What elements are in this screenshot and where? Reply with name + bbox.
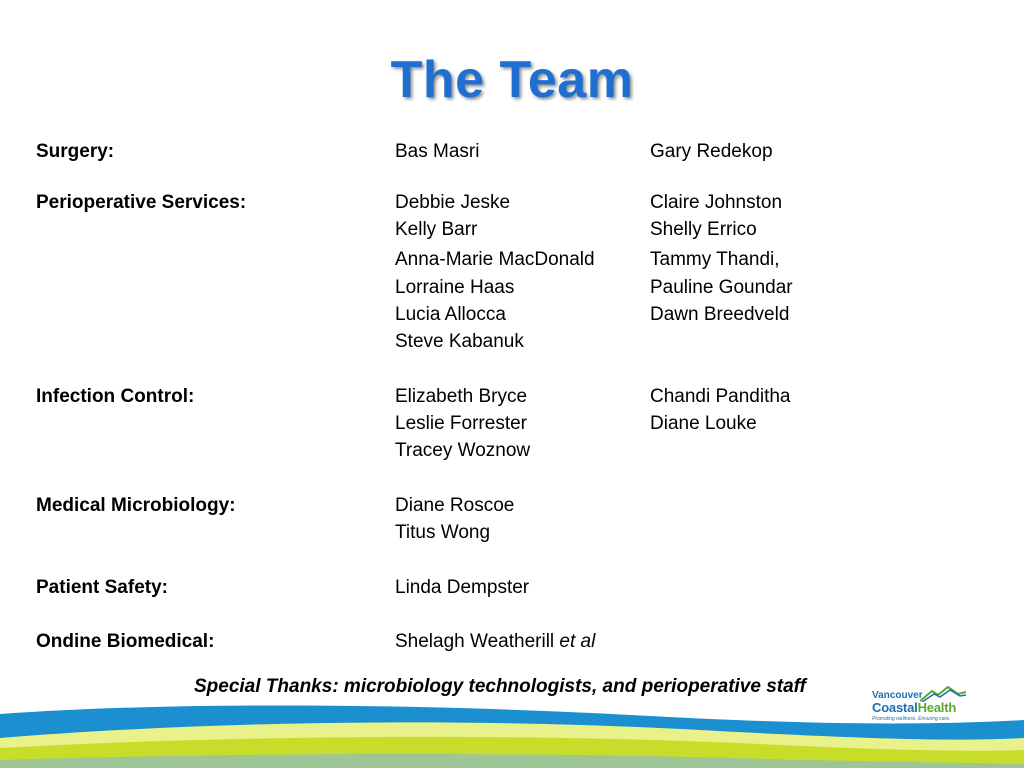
vancouver-coastal-health-logo bbox=[868, 686, 968, 726]
team-member: Pauline Goundar bbox=[650, 277, 793, 298]
team-member: Dawn Breedveld bbox=[650, 304, 790, 325]
team-member bbox=[395, 628, 595, 655]
team-member: Elizabeth Bryce bbox=[395, 386, 528, 407]
team-member: Debbie Jeske bbox=[395, 192, 511, 213]
team-member: Linda Dempster bbox=[395, 577, 530, 598]
team-member-name: Shelagh Weatherill bbox=[395, 631, 555, 652]
slide-title: The Team bbox=[390, 51, 634, 109]
section-label-medical-microbiology: Medical Microbiology: bbox=[36, 495, 236, 516]
team-member: Chandi Panditha bbox=[650, 386, 791, 407]
logo-tagline: Promoting wellness. Ensuring care. bbox=[872, 716, 951, 722]
logo-coastal: Coastal bbox=[872, 700, 918, 715]
section-label-perioperative: Perioperative Services: bbox=[36, 192, 247, 213]
logo-health: Health bbox=[917, 700, 957, 715]
team-member: Steve Kabanuk bbox=[395, 331, 524, 352]
team-member: Anna-Marie MacDonald bbox=[395, 249, 595, 270]
team-member: Lucia Allocca bbox=[395, 304, 506, 325]
et-al-suffix: et al bbox=[559, 631, 596, 652]
team-member: Diane Louke bbox=[650, 413, 757, 434]
section-label-patient-safety: Patient Safety: bbox=[36, 577, 168, 598]
logo-line1: Vancouver bbox=[872, 690, 923, 701]
section-label-ondine-biomedical: Ondine Biomedical: bbox=[36, 631, 215, 652]
team-member: Leslie Forrester bbox=[395, 413, 527, 434]
team-member: Tracey Woznow bbox=[395, 440, 531, 461]
team-member: Titus Wong bbox=[395, 522, 491, 543]
team-member: Kelly Barr bbox=[395, 219, 478, 240]
team-member: Diane Roscoe bbox=[395, 495, 515, 516]
team-member: Shelly Errico bbox=[650, 219, 757, 240]
team-member: Claire Johnston bbox=[650, 192, 783, 213]
team-member: Lorraine Haas bbox=[395, 277, 515, 298]
team-member: Tammy Thandi, bbox=[650, 249, 780, 270]
logo-line2 bbox=[872, 700, 956, 715]
team-member: Bas Masri bbox=[395, 141, 480, 162]
team-member: Gary Redekop bbox=[650, 141, 773, 162]
section-label-infection-control: Infection Control: bbox=[36, 386, 195, 407]
special-thanks: Special Thanks: microbiology technologists, and perioperative staff bbox=[193, 676, 806, 697]
section-label-surgery: Surgery: bbox=[36, 141, 115, 162]
